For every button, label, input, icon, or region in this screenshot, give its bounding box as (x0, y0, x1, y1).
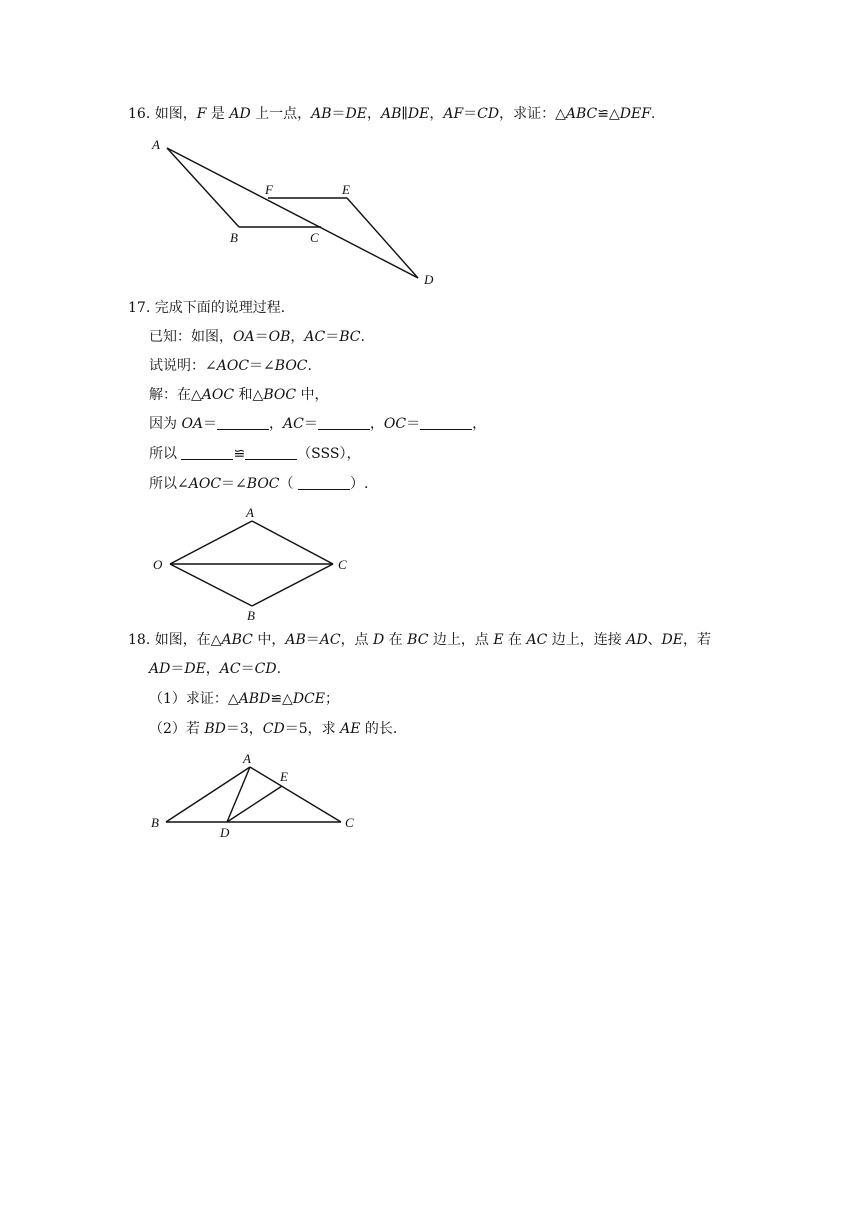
q17-segment-ac (252, 521, 333, 564)
q17-label-c: C (338, 557, 347, 572)
q17-because: 因为 OA＝ ，AC＝ ，OC＝ ， (149, 416, 487, 432)
q18-number: 18. (128, 632, 151, 648)
q16-label-a: A (152, 137, 160, 152)
answer-blank[interactable] (217, 415, 269, 430)
q17-solve: 解：在△AOC 和△BOC 中， (149, 387, 329, 403)
answer-blank[interactable] (181, 445, 233, 460)
q17-label-o: O (153, 557, 163, 572)
q16-label-e: E (342, 182, 350, 197)
q16-text: 16. 如图，F 是 AD 上一点，AB＝DE，AB∥DE，AF＝CD，求证：△ABC≌△DEF. (128, 106, 656, 122)
q18-segment-ac (250, 767, 341, 822)
q16-label-b: B (230, 230, 238, 245)
answer-blank[interactable] (298, 475, 350, 490)
q17-so1: 所以 ≌ （SSS）， (149, 446, 361, 462)
q17-segment-oa (170, 521, 252, 564)
q17-label-b: B (247, 608, 255, 623)
q17-explain: 试说明：∠AOC＝∠BOC. (149, 358, 312, 374)
q16-label-d: D (424, 272, 434, 287)
q17-number: 17. (128, 300, 151, 316)
q17-label-a: A (246, 505, 254, 520)
q18-part2: （2）若 BD＝3，CD＝5，求 AE 的长. (149, 721, 398, 737)
q18-label-b: B (151, 815, 159, 830)
q17-title: 17. 完成下面的说理过程． (128, 300, 295, 316)
q17-known: 已知：如图，OA＝OB，AC＝BC. (149, 329, 365, 345)
q18-segment-ab (166, 767, 250, 822)
answer-blank[interactable] (420, 415, 472, 430)
q17-segment-ob (170, 564, 252, 606)
q16-segment-ad (167, 148, 418, 278)
q18-label-d: D (220, 825, 230, 840)
answer-blank[interactable] (318, 415, 370, 430)
q18-label-a: A (243, 751, 251, 766)
q17-segment-bc (252, 564, 333, 606)
q18-label-e: E (280, 769, 288, 784)
q16-segment-ab (167, 148, 239, 227)
answer-blank[interactable] (245, 445, 297, 460)
q16-label-f: F (265, 182, 273, 197)
q16-label-c: C (310, 230, 319, 245)
q16-segment-ed (347, 198, 418, 278)
q18-part1: （1）求证：△ABD≌△DCE； (149, 691, 339, 707)
q17-so2: 所以∠AOC＝∠BOC（ ）. (149, 476, 369, 492)
q18-text-line2: AD＝DE，AC＝CD. (149, 661, 282, 677)
q18-text-line1: 18. 如图，在△ABC 中，AB＝AC，点 D 在 BC 边上，点 E 在 AC 边上，连接 AD、DE，若 (128, 632, 711, 648)
q16-number: 16. (128, 106, 151, 122)
q18-label-c: C (345, 815, 354, 830)
